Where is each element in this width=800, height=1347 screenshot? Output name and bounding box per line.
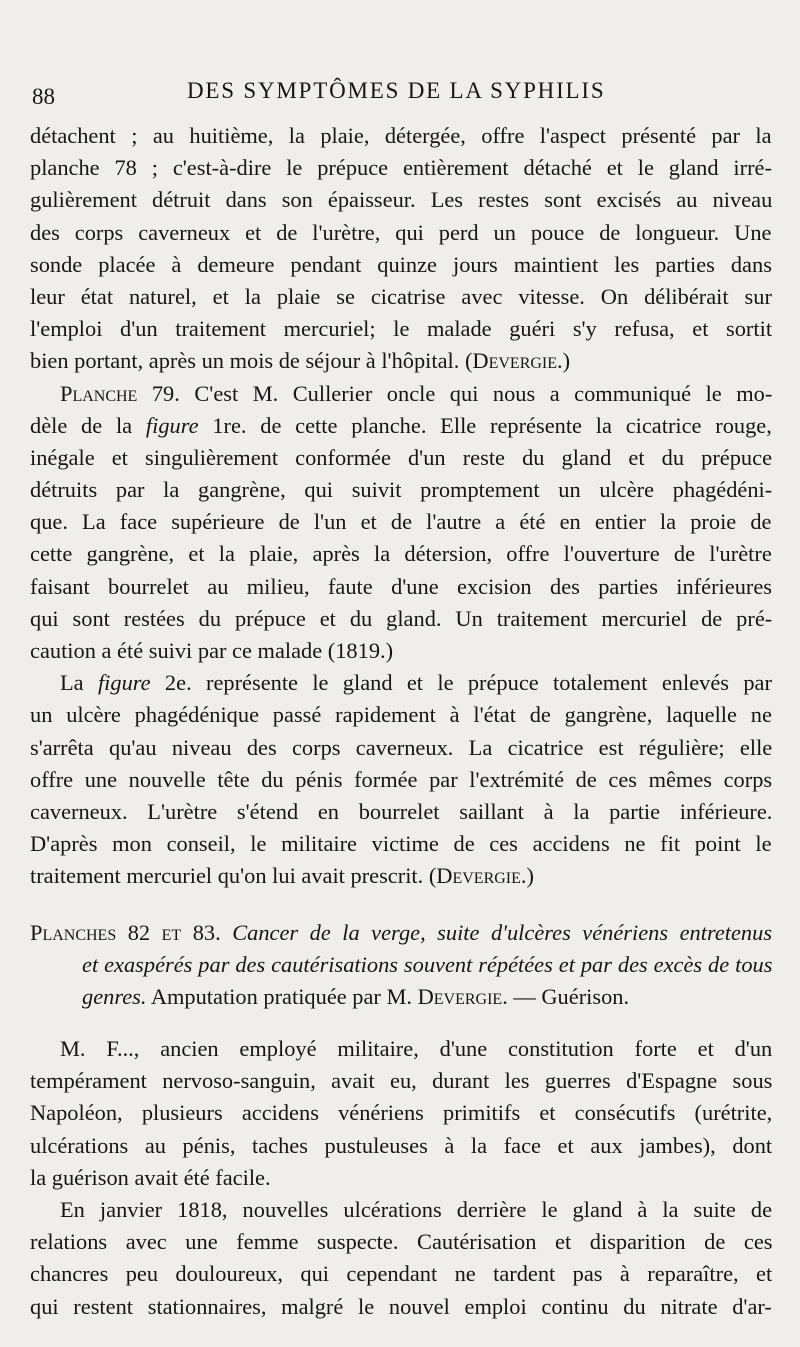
section-heading	[30, 917, 772, 1014]
heading-title: Cancer de la verge, suite d'ulcères vénériens entretenus	[220, 919, 773, 945]
spacer	[30, 893, 772, 917]
text-line: offre une nouvelle tête du pénis formée par l'extrémité de ces mêmes corps	[30, 766, 773, 792]
heading-line	[30, 981, 772, 1013]
text-run: La	[60, 670, 98, 696]
text-line: M. F..., ancien employé militaire, d'une constitution forte et d'un	[60, 1036, 773, 1062]
text-line: leur état naturel, et la plaie se cicatrise avec vitesse. On délibérait sur	[30, 283, 772, 309]
text-run: C'est M. Cullerier oncle qui nous a communiqué le mo-	[179, 380, 773, 406]
text-line	[30, 860, 772, 892]
text-run: traitement mercuriel qu'on lui avait prescrit. (	[30, 863, 437, 889]
paragraph-5	[30, 1194, 772, 1323]
text-line: qui sont restées du prépuce et du gland. Un traitement mercuriel de pré-	[30, 605, 773, 631]
plate-label: Planche 79.	[60, 380, 180, 406]
text-line: l'emploi d'un traitement mercuriel; le malade guéri s'y refusa, et sortit	[30, 316, 773, 342]
text-line: détachent ; au huitième, la plaie, détergée, offre l'aspect présenté par la	[30, 123, 772, 148]
text-line: gulièrement détruit dans son épaisseur. Les restes sont excisés au niveau	[30, 187, 773, 213]
text-line: faisant bourrelet au milieu, faute d'une excision des parties inférieures	[30, 573, 773, 599]
spacer	[30, 1013, 772, 1033]
text-line: un ulcère phagédénique passé rapidement à l'état de gangrène, laquelle ne	[30, 702, 772, 728]
text-line: caution a été suivi par ce malade (1819.)	[30, 638, 394, 663]
author-name: Devergie	[436, 863, 521, 889]
page-body	[30, 120, 772, 1323]
italic-term: figure	[145, 412, 199, 438]
text-line: des corps caverneux et de l'urètre, qui perd un pouce de longueur. Une	[30, 219, 772, 245]
running-title: DES SYMPTÔMES DE LA SYPHILIS	[187, 78, 606, 103]
text-line: tempérament nervoso-sanguin, avait eu, durant les guerres d'Espagne sous	[30, 1068, 773, 1094]
text-run: 1re. de cette planche. Elle représente la cicatrice rouge,	[198, 412, 772, 438]
text-run: bien portant, après un mois de séjour à l'hôpital. (	[30, 348, 473, 374]
text-line	[30, 378, 772, 410]
text-line: D'après mon conseil, le militaire victime de ces accidens ne fit point le	[30, 831, 772, 857]
text-run: 2e. représente le gland et le prépuce totalement enlevés par	[150, 670, 772, 696]
paragraph-4	[30, 1033, 772, 1194]
heading-line	[30, 917, 772, 949]
author-name: Devergie	[472, 348, 558, 374]
plates-label: Planches 82 et 83.	[30, 919, 221, 945]
text-line: que. La face supérieure de l'un et de l'autre a été en entier la proie de	[30, 509, 772, 535]
text-line: Napoléon, plusieurs accidens vénériens primitifs et consécutifs (urétrite,	[30, 1100, 773, 1126]
paragraph-2	[30, 378, 772, 668]
text-run: .)	[520, 863, 534, 889]
paragraph-1	[30, 120, 772, 378]
text-line	[30, 410, 772, 442]
text-line: la guérison avait été facile.	[30, 1164, 271, 1190]
text-line: chancres peu douloureux, qui cependant ne tardent pas à reparaître, et	[30, 1261, 773, 1287]
page-header	[32, 78, 777, 118]
italic-term: figure	[97, 670, 151, 696]
text-line: qui restent stationnaires, malgré le nouvel emploi continu du nitrate d'ar-	[30, 1293, 772, 1319]
text-run: .)	[557, 348, 571, 374]
text-line: détruits par la gangrène, qui suivit promptement un ulcère phagédéni-	[30, 477, 773, 503]
text-line: inégale et singulièrement conformée d'un reste du gland et du prépuce	[30, 444, 773, 470]
italic-term: genres.	[82, 983, 147, 1009]
text-line	[30, 345, 772, 377]
page-number: 88	[32, 84, 55, 109]
text-line: planche 78 ; c'est-à-dire le prépuce entièrement détaché et le gland irré-	[30, 155, 772, 181]
text-line: caverneux. L'urètre s'étend en bourrelet saillant à la partie inférieure.	[30, 798, 773, 824]
heading-line: et exaspérés par des cautérisations souvent répétées et par des excès de tous	[82, 951, 773, 977]
text-run: dèle de la	[30, 412, 146, 438]
text-run: . — Guérison.	[502, 983, 630, 1009]
text-line: sonde placée à demeure pendant quinze jours maintient les parties dans	[30, 251, 772, 277]
text-line: En janvier 1818, nouvelles ulcérations derrière le gland à la suite de	[60, 1197, 773, 1222]
text-line: s'arrêta qu'au niveau des corps caverneux. La cicatrice est régulière; elle	[30, 734, 773, 760]
paragraph-3	[30, 667, 772, 892]
text-line	[30, 667, 772, 699]
text-run: Amputation pratiquée par M.	[146, 983, 418, 1009]
text-line: relations avec une femme suspecte. Cautérisation et disparition de ces	[30, 1229, 773, 1255]
text-line: ulcérations au pénis, taches pustuleuses à la face et aux jambes), dont	[30, 1132, 773, 1158]
author-name: Devergie	[417, 983, 503, 1009]
text-line: cette gangrène, et la plaie, après la détersion, offre l'ouverture de l'urètre	[30, 541, 772, 567]
